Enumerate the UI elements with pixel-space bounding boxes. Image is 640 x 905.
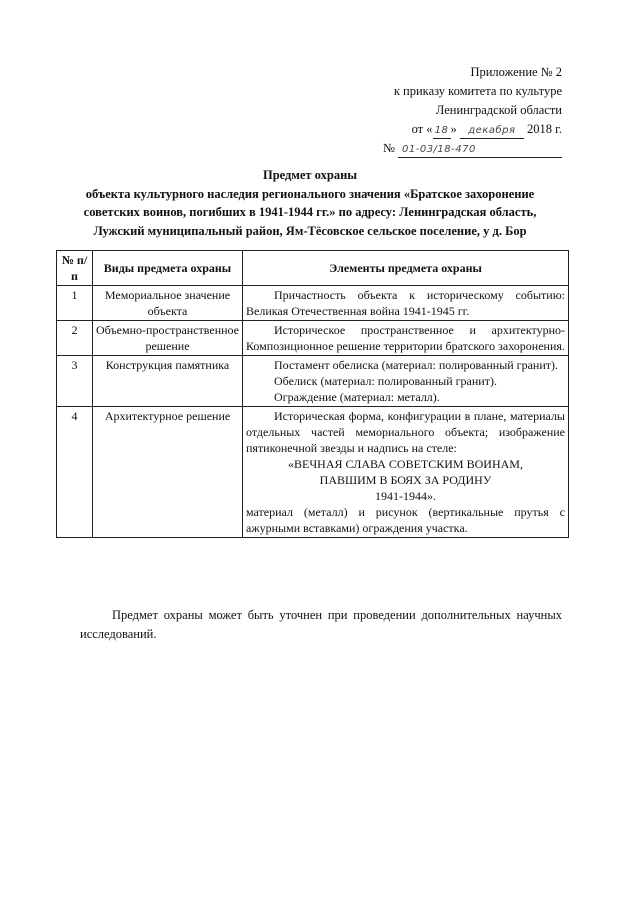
- row-num: 4: [57, 407, 93, 538]
- row-kind: Мемориальное значение объекта: [93, 286, 243, 321]
- row-num: 1: [57, 286, 93, 321]
- appendix-title: Приложение № 2: [470, 65, 562, 79]
- row-elements: Причастность объекта к историческому событию: Великая Отечественная война 1941-1945 гг.: [243, 286, 569, 321]
- row-kind: Архитектурное решение: [93, 407, 243, 538]
- row-kind: Объемно-пространственное решение: [93, 321, 243, 356]
- row-elements: Историческая форма, конфигурации в плане, материалы отдельных частей мемориального объекта; изображение пятиконечной звезды и надпись на стеле: «ВЕЧНАЯ СЛАВА СОВЕТСКИМ ВОИНАМ, ПАВШИМ В БОЯХ ЗА РОДИНУ 1941-1944». материал (металл) и рисунок (вертикальные прутья с ажурными вставками) ограждения участка.: [243, 407, 569, 538]
- inscription-line-1: «ВЕЧНАЯ СЛАВА СОВЕТСКИМ ВОИНАМ,: [288, 457, 523, 471]
- row-num: 3: [57, 356, 93, 407]
- title-line-4: Лужский муниципальный район, Ям-Тёсовское сельское поселение, у д. Бор: [93, 223, 527, 238]
- header-elements: Элементы предмета охраны: [243, 251, 569, 286]
- appendix-header: [340, 63, 562, 158]
- appendix-order-ref: к приказу комитета по культуре: [393, 84, 562, 98]
- appendix-number: № 01-03/18-470: [340, 139, 562, 158]
- title-line-2: объекта культурного наследия регионального значения «Братское захоронение: [85, 186, 535, 201]
- handwritten-number: 01-03/18-470: [398, 143, 562, 158]
- handwritten-day: 18: [433, 124, 451, 139]
- table-row: [57, 407, 569, 538]
- document-title: [50, 166, 570, 240]
- protection-table: [56, 250, 569, 538]
- header-kind: Виды предмета охраны: [93, 251, 243, 286]
- inscription-line-2: ПАВШИМ В БОЯХ ЗА РОДИНУ: [319, 473, 492, 487]
- row-kind: Конструкция памятника: [93, 356, 243, 407]
- table-row: [57, 286, 569, 321]
- table-header-row: [57, 251, 569, 286]
- row-elements: Историческое пространственное и архитектурно-Композиционное решение территории братского захоронения.: [243, 321, 569, 356]
- header-num: № п/п: [57, 251, 93, 286]
- row-elements: Постамент обелиска (материал: полированный гранит). Обелиск (материал: полированный гранит). Ограждение (материал: металл).: [243, 356, 569, 407]
- table-row: [57, 321, 569, 356]
- inscription-line-3: 1941-1944».: [375, 489, 436, 503]
- appendix-region: Ленинградской области: [435, 103, 562, 117]
- row-num: 2: [57, 321, 93, 356]
- handwritten-month: декабря: [460, 124, 524, 139]
- appendix-date: от « 18 » декабря 2018 г.: [340, 120, 562, 139]
- title-line-3: советских воинов, погибших в 1941-1944 гг.» по адресу: Ленинградская область,: [83, 205, 537, 219]
- table-row: [57, 356, 569, 407]
- footer-note: Предмет охраны может быть уточнен при проведении дополнительных научных исследований.: [80, 608, 562, 641]
- title-line-1: Предмет охраны: [262, 168, 358, 182]
